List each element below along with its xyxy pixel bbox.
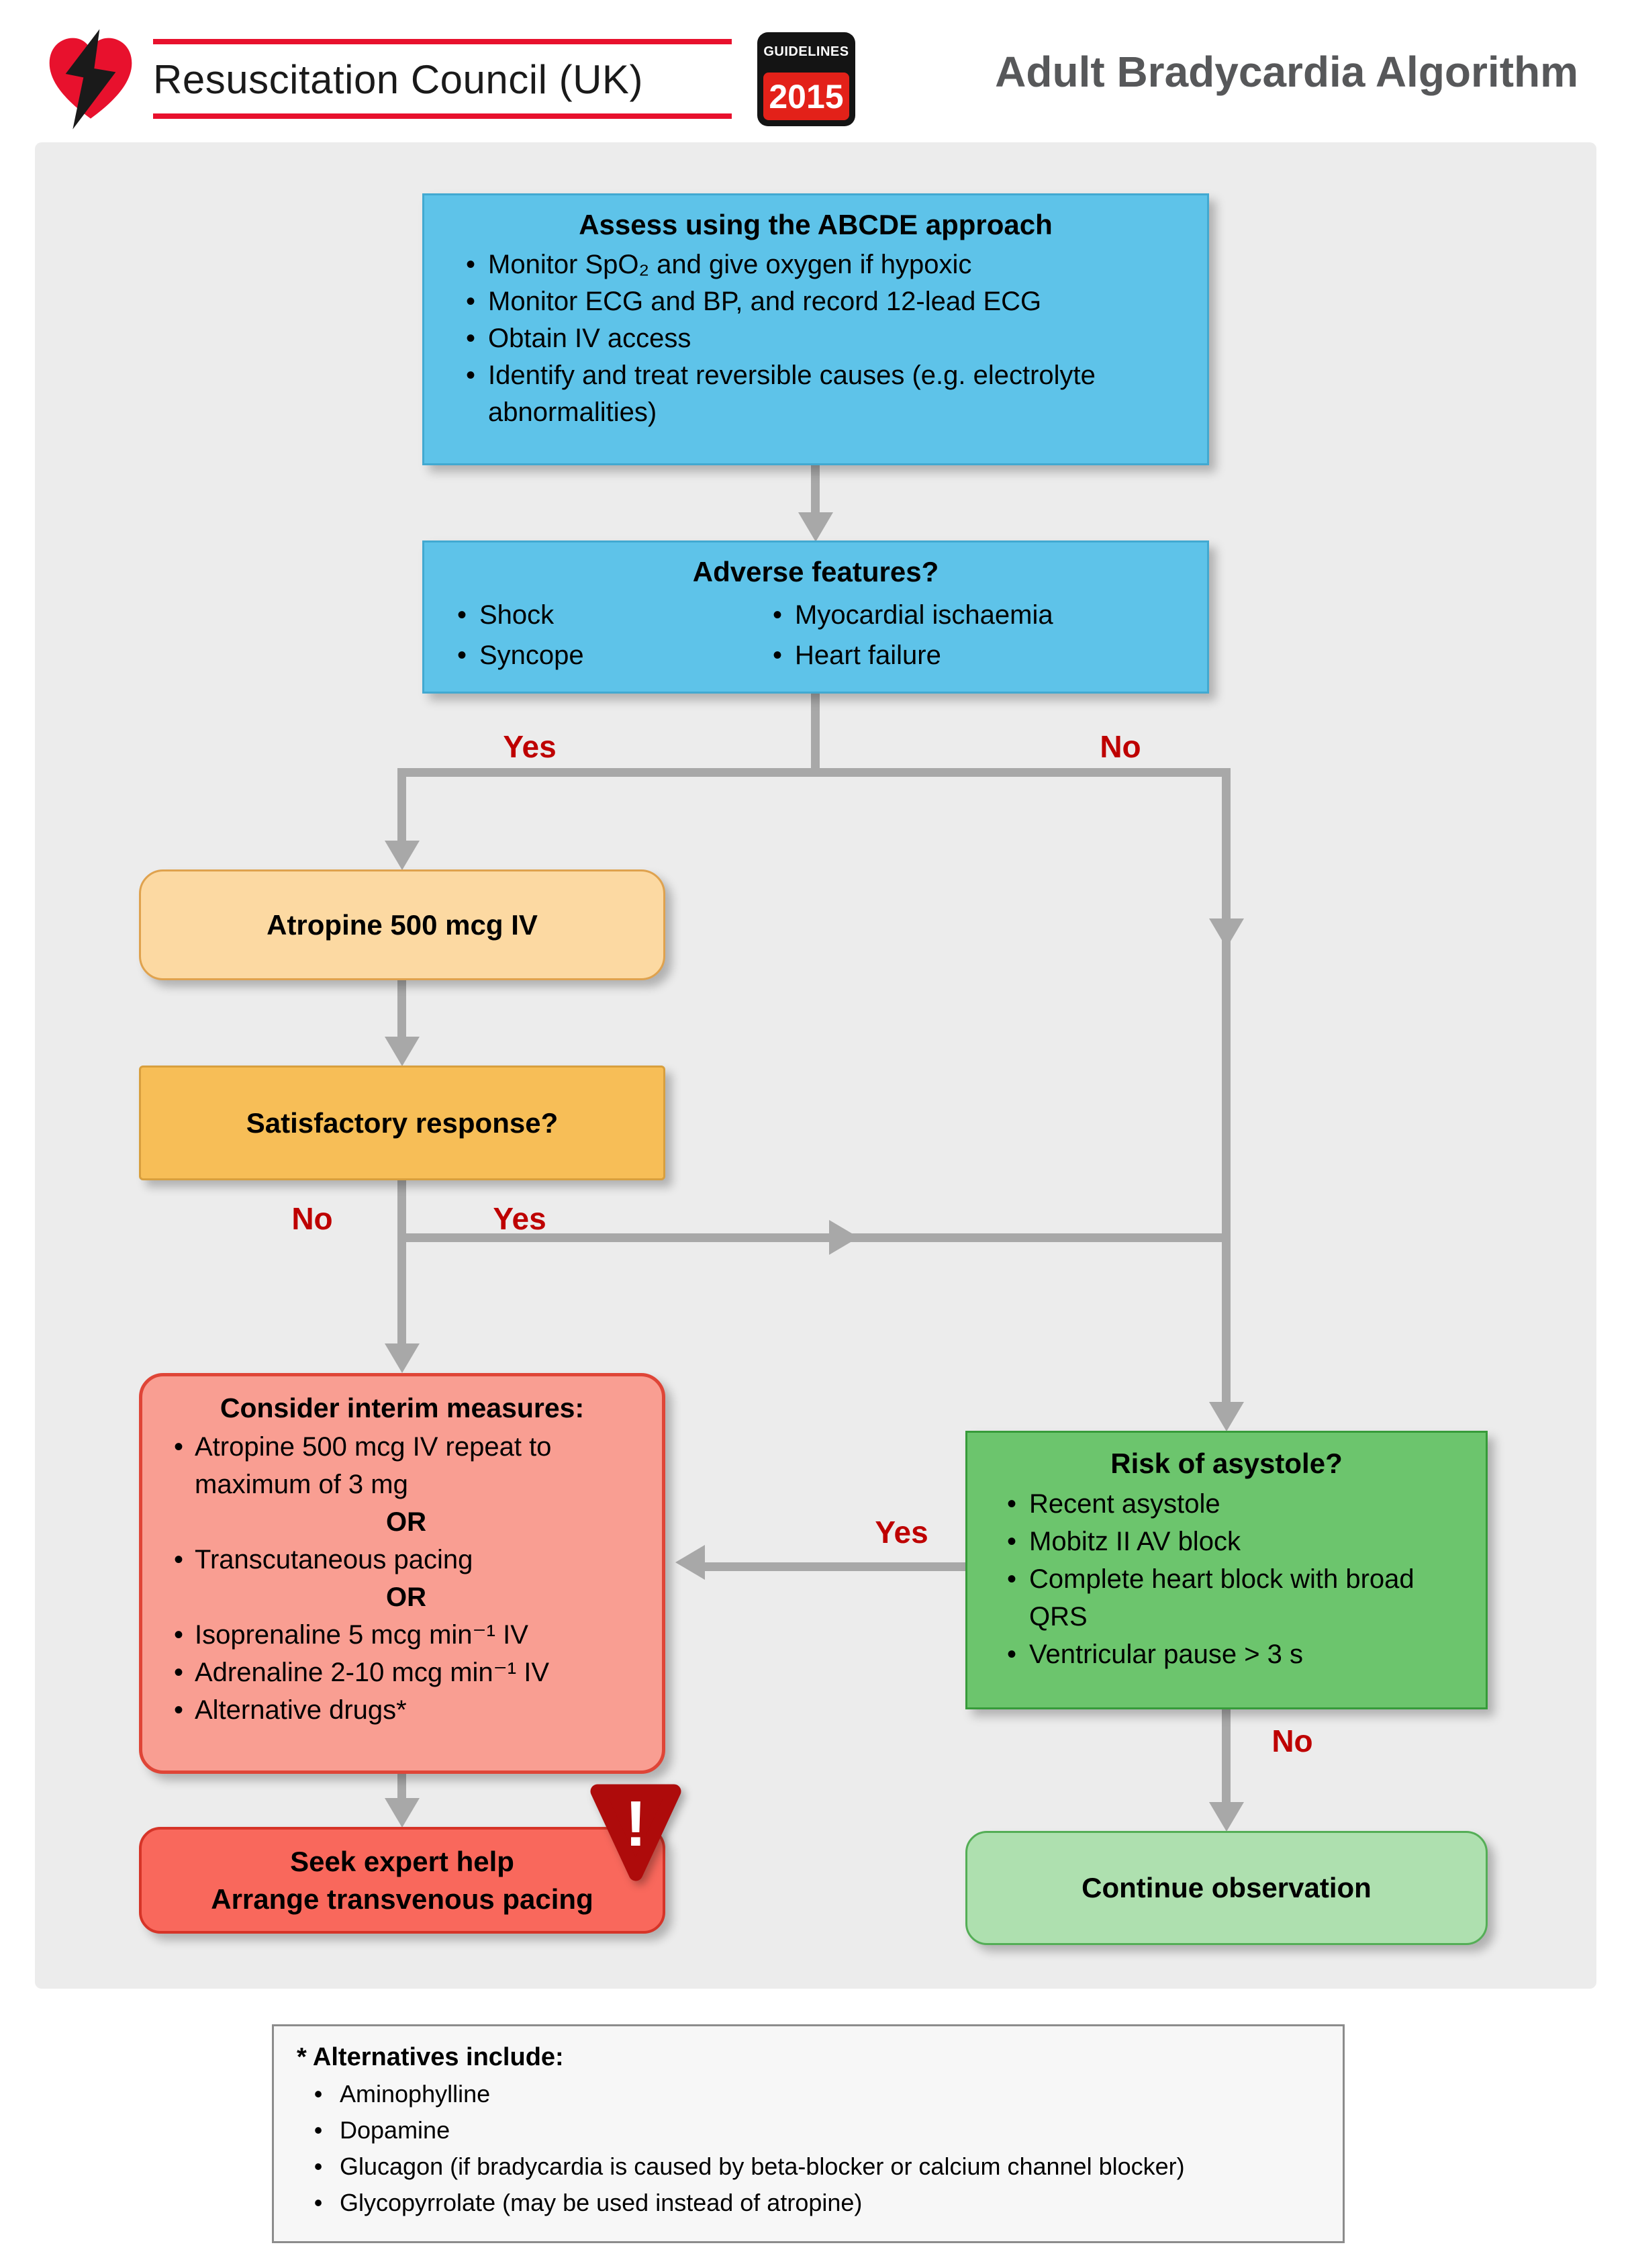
bullet-icon	[297, 2112, 340, 2148]
guidelines-2015-badge	[757, 32, 855, 126]
red-rule-bottom	[153, 113, 732, 119]
satisfactory-response-box: Satisfactory response?	[139, 1066, 665, 1180]
arrowhead-down	[1209, 1802, 1244, 1832]
branch-label-response-no: No	[291, 1201, 333, 1236]
branch-label-adverse-no: No	[1100, 729, 1141, 764]
bullet-icon	[297, 2185, 340, 2221]
flow-line	[397, 980, 406, 1039]
adverse-item: • Syncope	[444, 635, 760, 675]
flow-line	[811, 465, 820, 515]
bullet-icon	[994, 1636, 1029, 1673]
arrowhead-right	[829, 1220, 859, 1255]
arrowhead-down	[1209, 918, 1244, 948]
bullet-icon	[760, 595, 795, 635]
adverse-features-box	[422, 540, 1209, 694]
branch-label-asystole-yes: Yes	[875, 1515, 928, 1550]
or-separator: OR	[386, 1582, 426, 1612]
adverse-item: • Heart failure	[760, 635, 1207, 675]
footnote-item: • Dopamine	[297, 2112, 1323, 2148]
flow-line	[705, 1562, 965, 1571]
bullet-icon	[297, 2148, 340, 2185]
bullet-icon	[994, 1560, 1029, 1598]
assess-item: • Monitor ECG and BP, and record 12-lead ECG	[453, 283, 1131, 320]
branch-label-asystole-no: No	[1271, 1723, 1313, 1758]
alternatives-footnote-box	[272, 2024, 1345, 2243]
asystole-item: • Ventricular pause > 3 s	[994, 1636, 1431, 1673]
bullet-icon	[760, 635, 795, 675]
assess-item: • Monitor SpO₂ and give oxygen if hypoxic	[453, 246, 1131, 283]
expert-box-line1: Seek expert help	[290, 1845, 514, 1877]
bullet-icon	[453, 320, 488, 357]
or-separator: OR	[386, 1507, 426, 1537]
bullet-icon	[444, 635, 479, 675]
footnote-item: • Glycopyrrolate (may be used instead of atropine)	[297, 2185, 1323, 2221]
flow-line	[1222, 1709, 1231, 1805]
bullet-icon	[994, 1485, 1029, 1523]
interim-measures-box	[139, 1373, 665, 1774]
bullet-icon	[444, 595, 479, 635]
bullet-icon	[162, 1428, 195, 1466]
interim-item-pacing: • Transcutaneous pacing	[162, 1541, 650, 1578]
interim-item-atropine: • Atropine 500 mcg IV repeat to maximum of 3 mg	[162, 1428, 650, 1503]
bullet-icon	[453, 357, 488, 394]
arrowhead-left	[675, 1545, 705, 1580]
bullet-icon	[162, 1541, 195, 1578]
arrowhead-down	[385, 841, 420, 870]
footnote-title: * Alternatives include:	[297, 2043, 564, 2071]
risk-of-asystole-box	[965, 1431, 1488, 1709]
adverse-box-title: Adverse features?	[692, 556, 939, 587]
atropine-box: Atropine 500 mcg IV	[139, 869, 665, 980]
interim-box-title: Consider interim measures:	[220, 1392, 585, 1423]
interim-item-alternative-drugs: • Alternative drugs*	[162, 1691, 650, 1729]
rcuk-heart-lightning-logo	[37, 26, 144, 133]
bullet-icon	[453, 283, 488, 320]
asystole-item: • Recent asystole	[994, 1485, 1431, 1523]
footnote-item: • Aminophylline	[297, 2076, 1323, 2112]
assess-item: • Obtain IV access	[453, 320, 1131, 357]
assess-box-title: Assess using the ABCDE approach	[579, 209, 1053, 240]
bullet-icon	[453, 246, 488, 283]
interim-item-adrenaline: • Adrenaline 2-10 mcg min⁻¹ IV	[162, 1654, 650, 1691]
flow-line	[397, 768, 1231, 777]
flow-line	[397, 1180, 406, 1346]
flow-line	[397, 1774, 406, 1801]
adverse-item: • Shock	[444, 595, 760, 635]
bullet-icon	[162, 1691, 195, 1729]
arrowhead-down	[1209, 1402, 1244, 1431]
page-title: Adult Bradycardia Algorithm	[995, 48, 1578, 96]
bullet-icon	[994, 1523, 1029, 1560]
bullet-icon	[297, 2076, 340, 2112]
arrowhead-down	[385, 1037, 420, 1066]
guidelines-badge-year: 2015	[763, 73, 849, 120]
flow-line	[1222, 768, 1231, 1404]
guidelines-badge-label: GUIDELINES	[763, 44, 849, 59]
branch-label-response-yes: Yes	[493, 1201, 546, 1236]
assess-abcde-box	[422, 193, 1209, 465]
flow-line	[397, 768, 406, 843]
footnote-item: • Glucagon (if bradycardia is caused by beta-blocker or calcium channel blocker)	[297, 2148, 1323, 2185]
assess-item: • Identify and treat reversible causes (e.g. electrolyte abnormalities)	[453, 357, 1131, 431]
flow-line	[811, 694, 820, 776]
branch-label-adverse-yes: Yes	[503, 729, 557, 764]
red-rule-top	[153, 39, 732, 44]
bullet-icon	[162, 1654, 195, 1691]
interim-item-isoprenaline: • Isoprenaline 5 mcg min⁻¹ IV	[162, 1616, 650, 1654]
warning-icon	[585, 1774, 686, 1889]
org-name-block	[153, 39, 732, 119]
bullet-icon	[162, 1616, 195, 1654]
asystole-item: • Mobitz II AV block	[994, 1523, 1431, 1560]
org-name: Resuscitation Council (UK)	[153, 57, 643, 102]
adverse-item: • Myocardial ischaemia	[760, 595, 1207, 635]
arrowhead-down	[385, 1798, 420, 1828]
arrowhead-down	[385, 1343, 420, 1373]
arrowhead-down	[798, 512, 833, 542]
continue-observation-box: Continue observation	[965, 1831, 1488, 1945]
asystole-box-title: Risk of asystole?	[1110, 1448, 1343, 1479]
warning-exclamation: !	[625, 1788, 646, 1860]
expert-box-line2: Arrange transvenous pacing	[211, 1883, 593, 1915]
asystole-item: • Complete heart block with broad QRS	[994, 1560, 1431, 1636]
